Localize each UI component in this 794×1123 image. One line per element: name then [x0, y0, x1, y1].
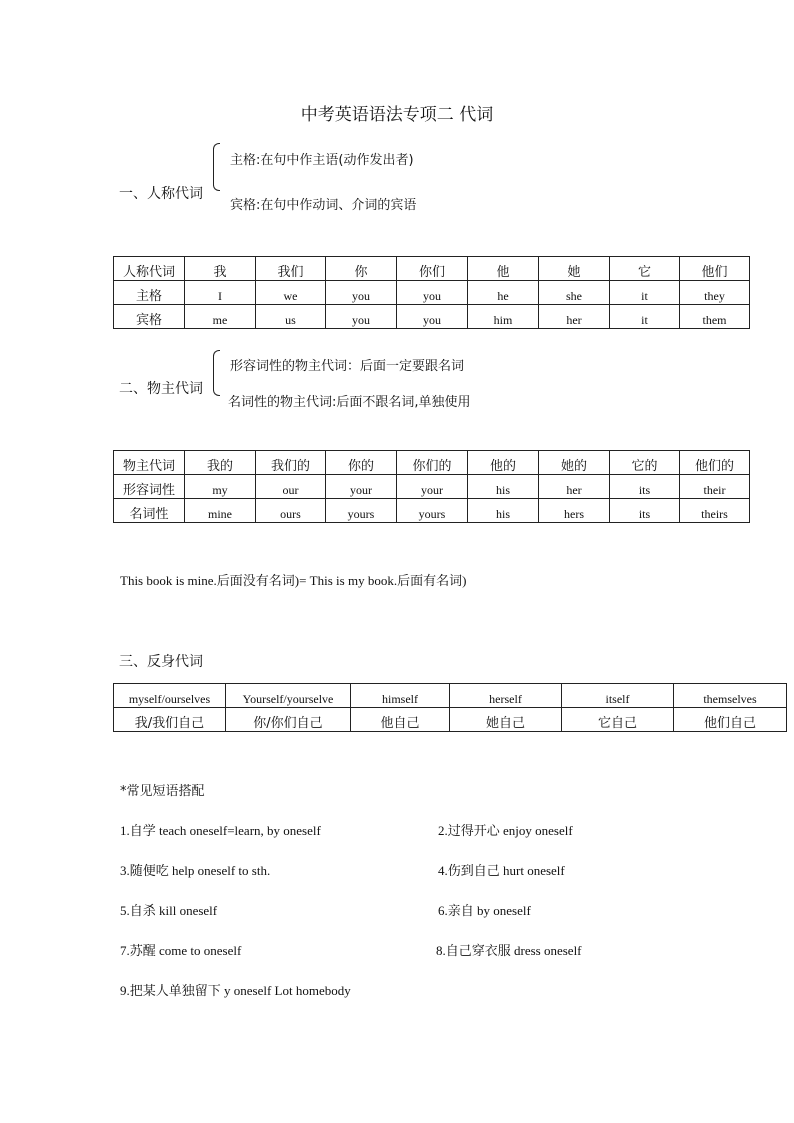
- table-cell: mine: [185, 499, 256, 523]
- table-cell: her: [539, 305, 610, 329]
- table-cell: you: [326, 305, 397, 329]
- table-row: [114, 475, 750, 499]
- phrase-item: 4.伤到自己 hurt oneself: [438, 863, 565, 878]
- brace-icon: [213, 350, 220, 396]
- table-cell: 你/你们自己: [226, 708, 351, 732]
- table-cell: himself: [351, 684, 450, 708]
- table-cell: 她: [539, 257, 610, 281]
- table-cell: 宾格: [114, 305, 185, 329]
- table-cell: it: [610, 305, 680, 329]
- table-cell: 我的: [185, 451, 256, 475]
- table-cell: my: [185, 475, 256, 499]
- phrase-item: 6.亲自 by oneself: [438, 903, 531, 918]
- phrase-item: 2.过得开心 enjoy oneself: [438, 823, 573, 838]
- table-cell: 它: [610, 257, 680, 281]
- table-row: [114, 499, 750, 523]
- table-cell: 我: [185, 257, 256, 281]
- personal-pronoun-table: [113, 256, 750, 329]
- table-cell: Yourself/yourselve: [226, 684, 351, 708]
- table-cell: 我们: [256, 257, 326, 281]
- table-cell: 主格: [114, 281, 185, 305]
- subject-case-note: 主格:在句中作主语(动作发出者): [230, 153, 414, 168]
- table-cell: themselves: [674, 684, 787, 708]
- table-cell: their: [680, 475, 750, 499]
- table-cell: she: [539, 281, 610, 305]
- table-cell: 物主代词: [114, 451, 185, 475]
- table-cell: his: [468, 475, 539, 499]
- section-heading-personal-pronouns: 一、人称代词: [119, 186, 203, 202]
- table-cell: I: [185, 281, 256, 305]
- table-cell: 他: [468, 257, 539, 281]
- table-cell: 你们: [397, 257, 468, 281]
- table-cell: you: [326, 281, 397, 305]
- table-cell: us: [256, 305, 326, 329]
- table-cell: they: [680, 281, 750, 305]
- table-cell: theirs: [680, 499, 750, 523]
- table-cell: itself: [562, 684, 674, 708]
- table-cell: yours: [397, 499, 468, 523]
- table-cell: them: [680, 305, 750, 329]
- table-cell: 他自己: [351, 708, 450, 732]
- table-cell: his: [468, 499, 539, 523]
- brace-icon: [213, 143, 220, 191]
- table-cell: her: [539, 475, 610, 499]
- table-cell: herself: [450, 684, 562, 708]
- table-cell: myself/ourselves: [114, 684, 226, 708]
- table-row: [114, 257, 750, 281]
- table-row: [114, 281, 750, 305]
- table-cell: me: [185, 305, 256, 329]
- section-heading-reflexive-pronouns: 三、反身代词: [119, 654, 203, 670]
- table-cell: 人称代词: [114, 257, 185, 281]
- table-cell: it: [610, 281, 680, 305]
- table-cell: hers: [539, 499, 610, 523]
- phrase-item: 1.自学 teach oneself=learn, by oneself: [120, 823, 321, 838]
- object-case-note: 宾格:在句中作动词、介词的宾语: [230, 198, 417, 213]
- table-cell: him: [468, 305, 539, 329]
- table-cell: 你的: [326, 451, 397, 475]
- adjective-possessive-note: 形容词性的物主代词：后面一定要跟名词: [230, 359, 465, 374]
- table-cell: your: [397, 475, 468, 499]
- table-cell: 你: [326, 257, 397, 281]
- phrase-item: 7.苏醒 come to oneself: [120, 943, 242, 958]
- table-cell: 它自己: [562, 708, 674, 732]
- table-cell: 她的: [539, 451, 610, 475]
- section-heading-possessive-pronouns: 二、物主代词: [119, 381, 203, 397]
- table-row: [114, 305, 750, 329]
- table-cell: 他们自己: [674, 708, 787, 732]
- table-cell: our: [256, 475, 326, 499]
- table-cell: 她自己: [450, 708, 562, 732]
- phrases-heading: *常见短语搭配: [120, 784, 205, 799]
- table-cell: its: [610, 475, 680, 499]
- table-cell: 它的: [610, 451, 680, 475]
- table-cell: we: [256, 281, 326, 305]
- table-row: [114, 451, 750, 475]
- table-cell: its: [610, 499, 680, 523]
- phrase-item: 5.自杀 kill oneself: [120, 903, 218, 918]
- table-cell: 形容词性: [114, 475, 185, 499]
- phrase-item: 9.把某人单独留下 y oneself Lot homebody: [120, 983, 351, 998]
- table-cell: yours: [326, 499, 397, 523]
- table-cell: he: [468, 281, 539, 305]
- table-cell: 他的: [468, 451, 539, 475]
- table-cell: you: [397, 281, 468, 305]
- table-cell: ours: [256, 499, 326, 523]
- table-cell: 名词性: [114, 499, 185, 523]
- table-cell: 我们的: [256, 451, 326, 475]
- table-cell: 他们: [680, 257, 750, 281]
- phrase-item: 8.自己穿衣服 dress oneself: [436, 943, 582, 958]
- page-title: 中考英语语法专项二 代词: [300, 105, 494, 125]
- table-row: [114, 708, 787, 732]
- table-cell: you: [397, 305, 468, 329]
- reflexive-pronoun-table: [113, 683, 787, 732]
- table-row: [114, 684, 787, 708]
- noun-possessive-note: 名词性的物主代词:后面不跟名词,单独使用: [228, 395, 471, 410]
- table-cell: 你们的: [397, 451, 468, 475]
- table-cell: 我/我们自己: [114, 708, 226, 732]
- table-cell: 他们的: [680, 451, 750, 475]
- possessive-pronoun-table: [113, 450, 750, 523]
- table-cell: your: [326, 475, 397, 499]
- example-sentence: This book is mine.后面没有名词)= This is my book.后面有名词): [120, 573, 467, 588]
- phrase-item: 3.随便吃 help oneself to sth.: [120, 863, 271, 878]
